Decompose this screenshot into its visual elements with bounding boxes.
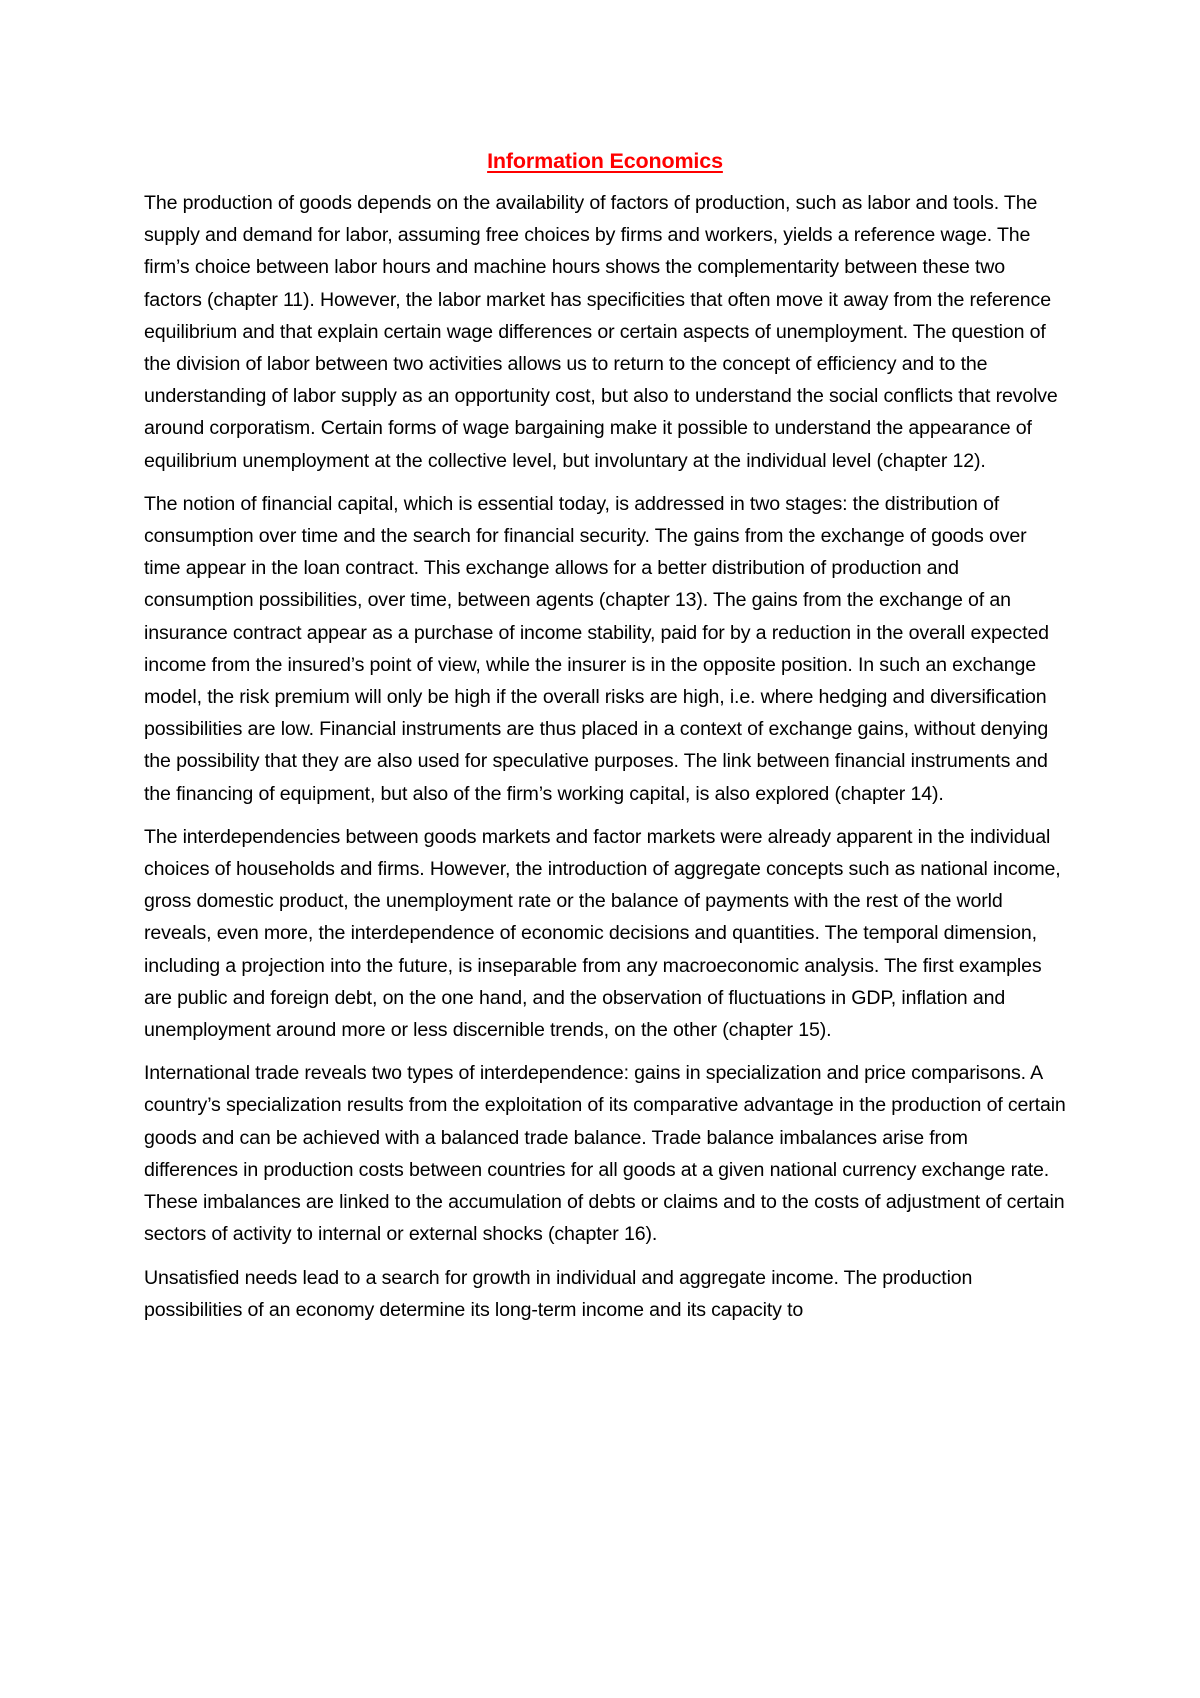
paragraph-labor: The production of goods depends on the availability of factors of production, such as labor and tools. The supply and demand for labor, assuming free choices by firms and workers, yields a reference wage. The firm’s choice between labor hours and machine hours shows the complementarity between these two factors (chapter 11). However, the labor market has specificities that often move it away from the reference equilibrium and that explain certain wage differences or certain aspects of unemployment. The question of the division of labor between two activities allows us to return to the concept of efficiency and to the understanding of labor supply as an opportunity cost, but also to understand the social conflicts that revolve around corporatism. Certain forms of wage bargaining make it possible to understand the appearance of equilibrium unemployment at the collective level, but involuntary at the individual level (chapter 12). bbox=[144, 192, 1058, 472]
paragraph-financial-capital: The notion of financial capital, which is essential today, is addressed in two stages: the distribution of consumption over time and the search for financial security. The gains from the exchange of goods over time appear in the loan contract. This exchange allows for a better distribution of production and consumption possibilities, over time, between agents (chapter 13). The gains from the exchange of an insurance contract appear as a purchase of income stability, paid for by a reduction in the overall expected income from the insured’s point of view, while the insurer is in the opposite position. In such an exchange model, the risk premium will only be high if the overall risks are high, i.e. where hedging and diversification possibilities are low. Financial instruments are thus placed in a context of exchange gains, without denying the possibility that they are also used for speculative purposes. The link between financial instruments and the financing of equipment, but also of the firm’s working capital, is also explored (chapter 14). bbox=[144, 492, 1049, 805]
paragraph-macroeconomics: The interdependencies between goods markets and factor markets were already apparent in the individual choices of households and firms. However, the introduction of aggregate concepts such as national income, gross domestic product, the unemployment rate or the balance of payments with the rest of the world reveals, even more, the interdependence of economic decisions and quantities. The temporal dimension, including a projection into the future, is inseparable from any macroeconomic analysis. The first examples are public and foreign debt, on the one hand, and the observation of fluctuations in GDP, inflation and unemployment around more or less discernible trends, on the other (chapter 15). bbox=[144, 825, 1061, 1042]
paragraph-international-trade: International trade reveals two types of interdependence: gains in specialization and price comparisons. A country’s specialization results from the exploitation of its comparative advantage in the production of certain goods and can be achieved with a balanced trade balance. Trade balance imbalances arise from differences in production costs between countries for all goods at a given national currency exchange rate. These imbalances are linked to the accumulation of debts or claims and to the costs of adjustment of certain sectors of activity to internal or external shocks (chapter 16). bbox=[144, 1062, 1066, 1246]
document-body bbox=[144, 145, 1066, 1337]
paragraph-growth: Unsatisfied needs lead to a search for growth in individual and aggregate income. The production possibilities of an economy determine its long-term income and its capacity to bbox=[144, 1266, 973, 1321]
document-title: Information Economics bbox=[487, 149, 723, 173]
